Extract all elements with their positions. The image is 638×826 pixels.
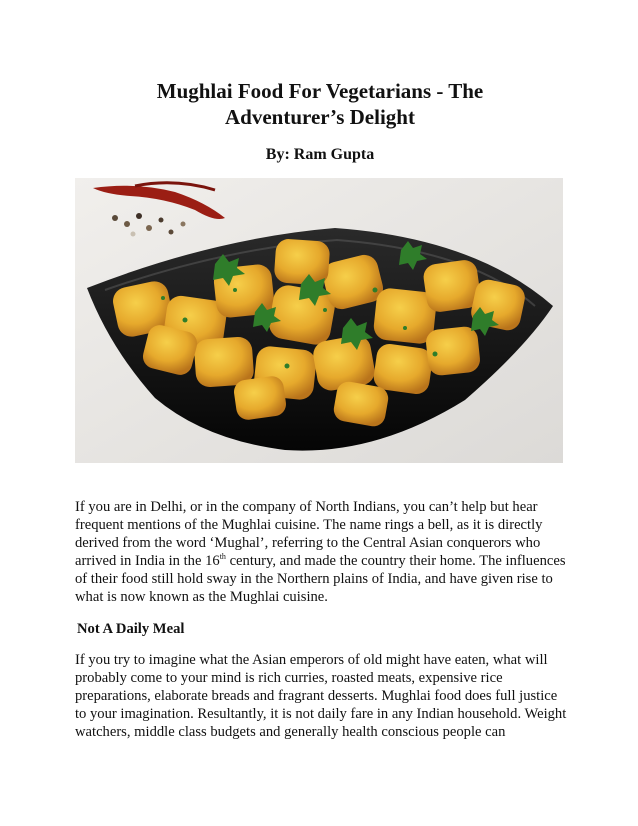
article-title xyxy=(100,78,540,130)
article-byline: By: Ram Gupta xyxy=(265,146,375,163)
section-heading: Not A Daily Meal xyxy=(77,621,185,637)
intro-paragraph-start: If you are in Delhi, or in the company of North Indians, you can’t help but hear frequent mentions of the Mughlai cuisine. The name rings a bell, as it is directly derived from the word ‘Mughal’, referring to the Central Asian conquerors who arrived in India in the 16 xyxy=(75,499,543,569)
intro-paragraph-end: century, and made the country their home. The influences of their food still hold sway in the Northern plains of India, and have given rise to what is now known as the Mughlai cuisine. xyxy=(75,553,566,605)
title-line-2: Adventurer’s Delight xyxy=(225,105,415,129)
ordinal-suffix: th xyxy=(219,552,226,561)
body-paragraph: If you try to imagine what the Asian emperors of old might have eaten, what will probably come to your mind is rich curries, roasted meats, expensive rice preparations, elaborate breads and fragrant desserts. Mughlai food does full justice to your imagination. Resultantly, it is not daily fare in any Indian household. Weight watchers, middle class budgets and generally health conscious people can xyxy=(75,652,567,740)
food-photo xyxy=(75,178,563,463)
title-line-1: Mughlai Food For Vegetarians - The xyxy=(156,79,484,103)
intro-paragraph xyxy=(75,498,570,606)
